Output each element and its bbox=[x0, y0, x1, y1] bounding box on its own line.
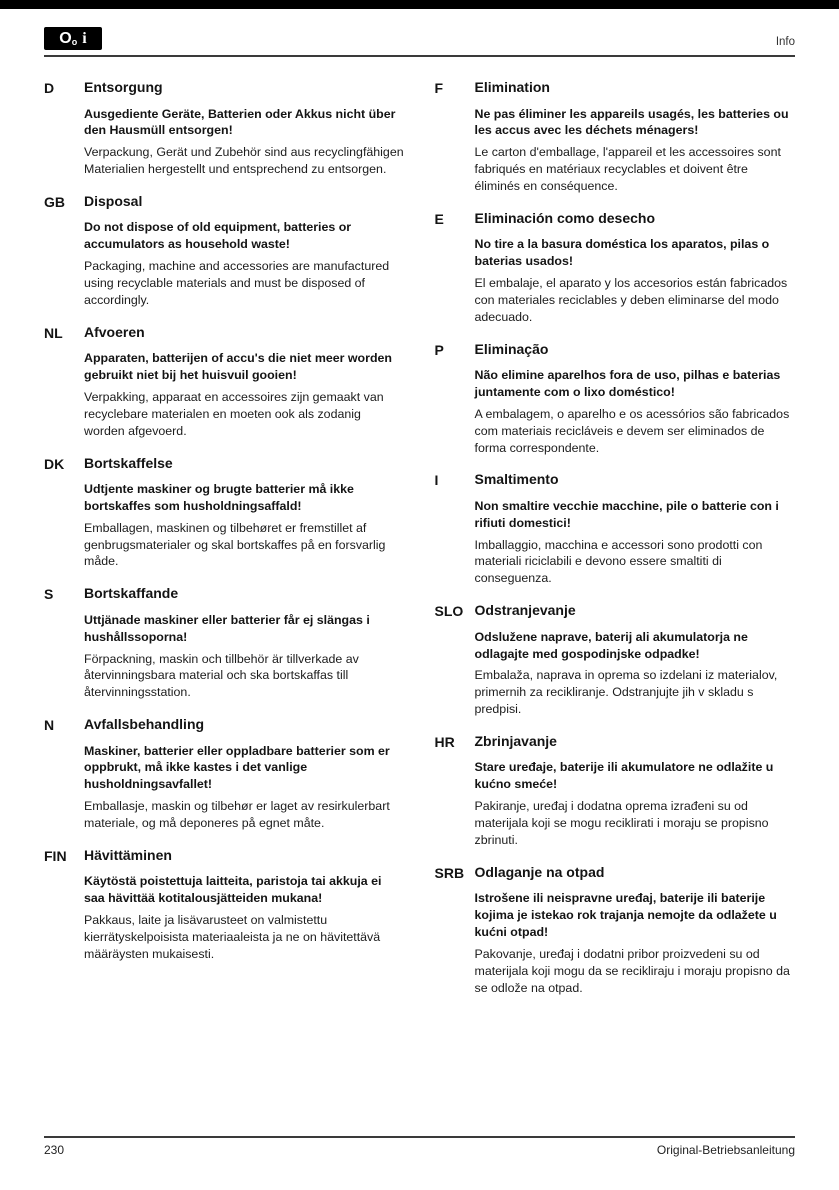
disposal-section bbox=[44, 79, 405, 178]
warning-text: Istrošene ili neispravne uređaj, baterije ili baterije kojima je istekao rok trajanja nemojte da odlažete u kućni otpad! bbox=[474, 891, 777, 939]
section-title: Bortskaffelse bbox=[84, 454, 173, 471]
body-text: Emballasje, maskin og tilbehør er laget av resirkulerbart materiale, og må deponeres på egnet måte. bbox=[84, 799, 390, 831]
section-content bbox=[475, 733, 796, 849]
warning-text: Apparaten, batterijen of accu's die niet meer worden gebruikt niet bij het huisvuil gooien! bbox=[84, 351, 392, 383]
footer-document-label: Original-Betriebsanleitung bbox=[656, 1143, 795, 1157]
page-top-strip bbox=[0, 0, 839, 9]
section-content bbox=[84, 79, 405, 178]
header-section-label: Info bbox=[775, 36, 795, 48]
section-title: Zbrinjavanje bbox=[474, 732, 557, 749]
section-title: Odlaganje na otpad bbox=[474, 863, 605, 880]
section-content bbox=[84, 455, 405, 571]
language-code: HR bbox=[434, 733, 455, 750]
language-code: FIN bbox=[44, 847, 67, 864]
section-title: Hävittäminen bbox=[84, 846, 172, 863]
disposal-section bbox=[435, 864, 796, 997]
body-text: Verpackung, Gerät und Zubehör sind aus recyclingfähigen Materialien hergestellt und entsprechend zu entsorgen. bbox=[84, 145, 404, 177]
body-text: Packaging, machine and accessories are manufactured using recyclable materials and must be disposed of accordingly. bbox=[84, 259, 390, 307]
warning-text: Ne pas éliminer les appareils usagés, les batteries ou les accus avec les déchets ménagers! bbox=[474, 106, 789, 138]
warning-text: Ausgediente Geräte, Batterien oder Akkus nicht über den Hausmüll entsorgen! bbox=[84, 106, 396, 138]
section-content bbox=[475, 602, 796, 718]
wrench-ring-small-glyph: o bbox=[71, 36, 78, 47]
disposal-section bbox=[435, 733, 796, 849]
wrench-ring-large-glyph: O bbox=[59, 29, 72, 47]
warning-text: Udtjente maskiner og brugte batterier må ikke bortskaffes som husholdningsaffald! bbox=[84, 482, 354, 513]
warning-text: No tire a la basura doméstica los aparatos, pilas o baterias usados! bbox=[474, 237, 770, 269]
body-text: Förpackning, maskin och tillbehör är tillverkade av återvinningsbara material och ska bortskaffas till återvinningsstation. bbox=[84, 651, 359, 700]
language-code: P bbox=[434, 341, 444, 358]
section-content bbox=[475, 210, 796, 326]
disposal-section bbox=[44, 716, 405, 832]
language-code: DK bbox=[44, 455, 65, 472]
disposal-section bbox=[44, 585, 405, 701]
language-code: NL bbox=[44, 324, 63, 341]
section-content bbox=[475, 341, 796, 457]
body-text: Le carton d'emballage, l'appareil et les accessoires sont fabriqués en matériaux recyclables et doivent être éliminés en conséquence. bbox=[474, 145, 781, 193]
disposal-section bbox=[435, 602, 796, 718]
two-column-layout bbox=[44, 57, 795, 1011]
right-column bbox=[435, 79, 796, 1011]
section-title: Eliminación como desecho bbox=[474, 209, 655, 226]
language-code: D bbox=[44, 80, 55, 96]
body-text: Embalaža, naprava in oprema so izdelani iz materialov, primernih za recikliranje. Odstranjujte jih v skladu s predpisi. bbox=[474, 668, 778, 717]
left-column bbox=[44, 79, 405, 1011]
section-title: Avfallsbehandling bbox=[84, 716, 205, 733]
info-glyph: i bbox=[82, 29, 87, 47]
section-title: Elimination bbox=[474, 79, 550, 95]
section-title: Eliminação bbox=[474, 340, 549, 357]
body-text: El embalaje, el aparato y los accesorios están fabricados con materiales reciclables y deben eliminarse del modo adecuado. bbox=[474, 276, 788, 324]
section-content bbox=[84, 585, 405, 701]
warning-text: Käytöstä poistettuja laitteita, paristoja tai akkuja ei saa hävittää kotitalousjätteiden mukana! bbox=[84, 874, 382, 906]
body-text: Pakiranje, uređaj i dodatna oprema izrađeni su od materijala koji se mogu reciklirati i moraju se propisno zbrinuti. bbox=[474, 799, 769, 847]
warning-text: Não elimine aparelhos fora de uso, pilhas e baterias juntamente com o lixo doméstico! bbox=[474, 368, 781, 399]
body-text: Verpakking, apparaat en accessoires zijn gemaakt van recyclebare materialen en moeten ook als zodanig worden afgevoerd. bbox=[84, 389, 384, 438]
section-content bbox=[84, 847, 405, 963]
section-title: Disposal bbox=[84, 192, 143, 209]
page-footer bbox=[44, 1136, 795, 1157]
disposal-section bbox=[435, 79, 796, 195]
body-text: Pakkaus, laite ja lisävarusteet on valmistettu kierrätyskelpoisista materiaaleista ja ne on hävitettävä määräysten mukaisesti. bbox=[84, 913, 381, 961]
warning-text: Uttjänade maskiner eller batterier får ej slängas i hushållssoporna! bbox=[84, 612, 370, 644]
section-title: Odstranjevanje bbox=[474, 602, 576, 619]
warning-text: Non smaltire vecchie macchine, pile o batterie con i rifiuti domestici! bbox=[474, 498, 779, 530]
disposal-section bbox=[44, 193, 405, 309]
section-title: Smaltimento bbox=[474, 471, 559, 488]
disposal-section bbox=[435, 471, 796, 587]
body-text: Pakovanje, uređaj i dodatni pribor proizvedeni su od materijala koji mogu da se recikliraju i moraju propisno da se odlože na otpad. bbox=[474, 946, 790, 995]
language-code: GB bbox=[44, 193, 65, 210]
disposal-section bbox=[435, 210, 796, 326]
body-text: A embalagem, o aparelho e os acessórios são fabricados com materiais recicláveis e devem ser eliminados de forma correspondente. bbox=[474, 406, 790, 455]
section-content bbox=[475, 79, 796, 195]
page-header bbox=[44, 9, 795, 57]
disposal-section bbox=[44, 324, 405, 440]
section-content bbox=[475, 471, 796, 587]
disposal-section bbox=[44, 847, 405, 963]
disposal-section bbox=[44, 455, 405, 571]
language-code: SLO bbox=[434, 603, 464, 620]
page-number: 230 bbox=[44, 1143, 65, 1157]
language-code: N bbox=[44, 717, 55, 734]
language-code: SRB bbox=[434, 864, 465, 881]
warning-text: Odslužene naprave, baterij ali akumulatorja ne odlagajte med gospodinjske odpadke! bbox=[474, 629, 748, 661]
section-title: Bortskaffande bbox=[84, 585, 179, 602]
warning-text: Do not dispose of old equipment, batteries or accumulators as household waste! bbox=[84, 220, 352, 252]
section-title: Afvoeren bbox=[84, 323, 145, 340]
section-content bbox=[84, 324, 405, 440]
disposal-section bbox=[435, 341, 796, 457]
manual-page bbox=[44, 9, 795, 1011]
warning-text: Stare uređaje, baterije ili akumulatore ne odlažite u kućno smeće! bbox=[474, 760, 774, 792]
language-code: S bbox=[44, 586, 54, 603]
body-text: Emballagen, maskinen og tilbehøret er fremstillet af genbrugsmaterialer og skal bortskaffes på en forsvarlig måde. bbox=[84, 520, 386, 569]
section-content bbox=[475, 864, 796, 997]
language-code: E bbox=[434, 210, 444, 227]
body-text: Imballaggio, macchina e accessori sono prodotti con materiali riciclabili e devono essere smaltiti di conseguenza. bbox=[474, 537, 763, 586]
warning-text: Maskiner, batterier eller oppladbare batterier som er oppbrukt, må ikke kastes i det vanlige husholdningsavfallet! bbox=[84, 743, 390, 792]
section-title: Entsorgung bbox=[84, 79, 163, 95]
section-content bbox=[84, 716, 405, 832]
service-info-icon bbox=[44, 27, 102, 50]
section-content bbox=[84, 193, 405, 309]
language-code: I bbox=[434, 472, 439, 489]
language-code: F bbox=[434, 80, 444, 96]
